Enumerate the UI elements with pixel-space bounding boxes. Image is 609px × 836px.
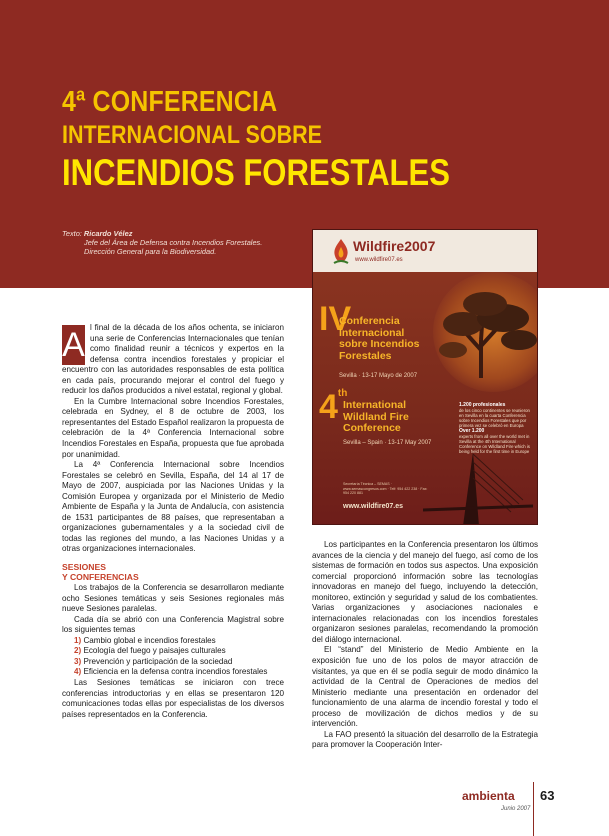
credits-label: Texto: <box>62 229 82 238</box>
drop-cap: A <box>62 326 85 364</box>
poster-stats-en-body: experts from all over the world met in Sevilla at the 4th International Conference on Wildland Fire which is being held for the first time in Europe <box>459 434 530 454</box>
list-text: Ecología del fuego y paisajes culturales <box>83 646 226 656</box>
article-credits <box>62 229 262 256</box>
section-heading-sesiones <box>62 563 284 582</box>
paragraph-fao: La FAO presentó la situación del desarrollo de la Estrategia para promover la Cooperación Inter- <box>312 729 538 750</box>
paragraph-participantes: Los participantes en la Conferencia presentaron los últimos avances de la ciencia y del manejo del fuego, así como de los sistemas de formación en todos sus aspectos. Una exposición comercial proporcionó información sobre las tecnologías innovadoras en manejo del fuego, incluyendo la detección, monitoreo, extinción y seguridad y salud de los combatientes. Varias organizaciones y asociaciones nacionales e internacionales relacionadas con los incendios forestales organizaron sesiones paralelas, recomendando la promoción del diálogo internacional. <box>312 540 538 644</box>
list-item <box>74 667 284 678</box>
column-2 <box>312 540 538 751</box>
paragraph-trabajos: Los trabajos de la Conferencia se desarrollaron mediante ocho Sesiones temáticas y seis Sesiones regionales más nueve Sesiones paralelas. <box>62 583 284 614</box>
poster-stats-es-head: 1.200 profesionales <box>459 402 506 408</box>
poster-stats-es-body: de los cinco continentes se reunieron en Sevilla en la cuarta Conferencia sobre Incendios Forestales que por primera vez se celebró en Europa <box>459 408 530 428</box>
poster-venue-en: Sevilla – Spain · 13-17 May 2007 <box>343 440 432 446</box>
poster-stats-en-head: Over 1.200 <box>459 428 485 434</box>
title-line-3: INCENDIOS FORESTALES <box>62 152 450 193</box>
poster-secretariat: Secretaría Técnica – SEMAS · www.semascongresos.com · Telf: 954 422 238 · Fax: 954 220 881 <box>343 482 428 495</box>
footer-divider <box>533 782 534 836</box>
poster-url-bottom: www.wildfire07.es <box>343 503 404 510</box>
credits-role-2: Dirección General para la Biodiversidad. <box>84 247 217 256</box>
poster-numeral-en-digit: 4 <box>319 388 338 426</box>
paragraph-sydney: En la Cumbre Internacional sobre Incendios Forestales, celebrada en Sydney, el 8 de octubre de 2003, los representantes del Estado Español realizaron la propuesta de celebración de la 4ª Conferencia Internacional sobre Incendios Forestales en España, propuesta que fue aprobada por unanimidad. <box>62 396 284 459</box>
poster-title-es <box>339 316 420 362</box>
poster-numeral-en-sup: th <box>337 388 348 399</box>
poster-title-es-1: Conferencia <box>339 315 400 327</box>
tree-silhouette-icon <box>423 280 538 380</box>
page-number: 63 <box>540 788 555 803</box>
list-item <box>74 657 284 668</box>
poster-venue-es: Sevilla · 13-17 Mayo de 2007 <box>339 373 418 379</box>
magazine-logo: ambienta <box>462 789 515 803</box>
poster-title-es-4: Forestales <box>339 349 392 362</box>
poster-title-en <box>343 400 409 435</box>
list-number: 3) <box>74 656 82 666</box>
conference-poster <box>312 229 538 525</box>
credits-role-1: Jefe del Área de Defensa contra Incendios Forestales. <box>84 238 263 247</box>
poster-title-en-2: Wildland Fire <box>343 410 409 423</box>
list-number: 1) <box>74 635 82 645</box>
poster-title-en-1: International <box>343 399 407 411</box>
paragraph-sevilla: La 4ª Conferencia Internacional sobre Incendios Forestales se celebró en Sevilla, España, del 14 al 17 de Mayo de 2007, auspiciada por las Naciones Unidas y la Comisión Europea y organizada por el Ministerio de Medio Ambiente de España y la Junta de Andalucía, con asistencia de 1531 participantes de 88 países, que representaban a organizaciones gubernamentales y a la sociedad civil de todas las regiones del mundo, a las Naciones Unidas y a otras organizaciones internacionales. <box>62 460 284 554</box>
list-number: 2) <box>74 646 82 656</box>
issue-date: Junio 2007 <box>501 806 531 812</box>
poster-title-es-2: Internacional <box>339 326 405 339</box>
section-heading-line-2: Y CONFERENCIAS <box>62 571 139 582</box>
list-number: 4) <box>74 667 82 677</box>
list-item <box>74 646 284 657</box>
title-line-1: 4ª CONFERENCIA <box>62 86 278 118</box>
credits-author: Ricardo Vélez <box>83 229 133 238</box>
paragraph-stand: El “stand” del Ministerio de Medio Ambiente en la exposición fue uno de los polos de mayor atracción de visitantes, ya que en él se podía seguir de modo dinámico la actividad de la Central de Operaciones de medios del Ministerio mediante una presentación en ordenador del funcionamiento de una alarma de incendio forestal y todo el proceso de movilización de dichos medios y de su intervención. <box>312 645 538 729</box>
list-text: Prevención y participación de la sociedad <box>83 656 233 666</box>
poster-title-es-3: sobre Incendios <box>339 338 420 350</box>
bridge-silhouette-icon <box>423 448 533 525</box>
list-text: Eficiencia en la defensa contra incendios forestales <box>83 667 268 677</box>
paragraph-intro-text: l final de la década de los años ochenta, se iniciaron una serie de Conferencias Internacionales que tenían como finalidad reunir a técnicos y expertos en la defensa contra incendios forestales y propiciar el encuentro con las autoridades responsables de esta política en cada país, procurando mejorar el control del fuego y reducir los daños producidos a nivel estatal, regional y global. <box>62 323 284 396</box>
poster-url-top: www.wildfire07.es <box>355 257 403 263</box>
flame-logo-icon <box>330 237 352 265</box>
paragraph-tematicas: Las Sesiones temáticas se iniciaron con trece conferencias introductorias y en ellas se presentaron 120 comunicaciones todas ellas por especialistas de los diversos países representados en la Conferencia. <box>62 677 284 719</box>
column-1 <box>62 323 284 720</box>
list-item <box>74 636 284 647</box>
paragraph-magistral: Cada día se abrió con una Conferencia Magistral sobre los siguientes temas <box>62 614 284 635</box>
poster-brand: Wildfire2007 <box>353 238 436 254</box>
article-title <box>62 88 524 191</box>
list-text: Cambio global e incendios forestales <box>83 635 216 645</box>
topics-list <box>62 636 284 678</box>
poster-numeral-es: IV <box>319 300 352 338</box>
paragraph-intro <box>62 323 284 397</box>
section-heading-line-1: SESIONES <box>62 562 106 573</box>
title-line-2: INTERNACIONAL SOBRE <box>62 121 323 149</box>
poster-stats <box>459 402 531 454</box>
poster-title-en-3: Conference <box>343 422 401 434</box>
